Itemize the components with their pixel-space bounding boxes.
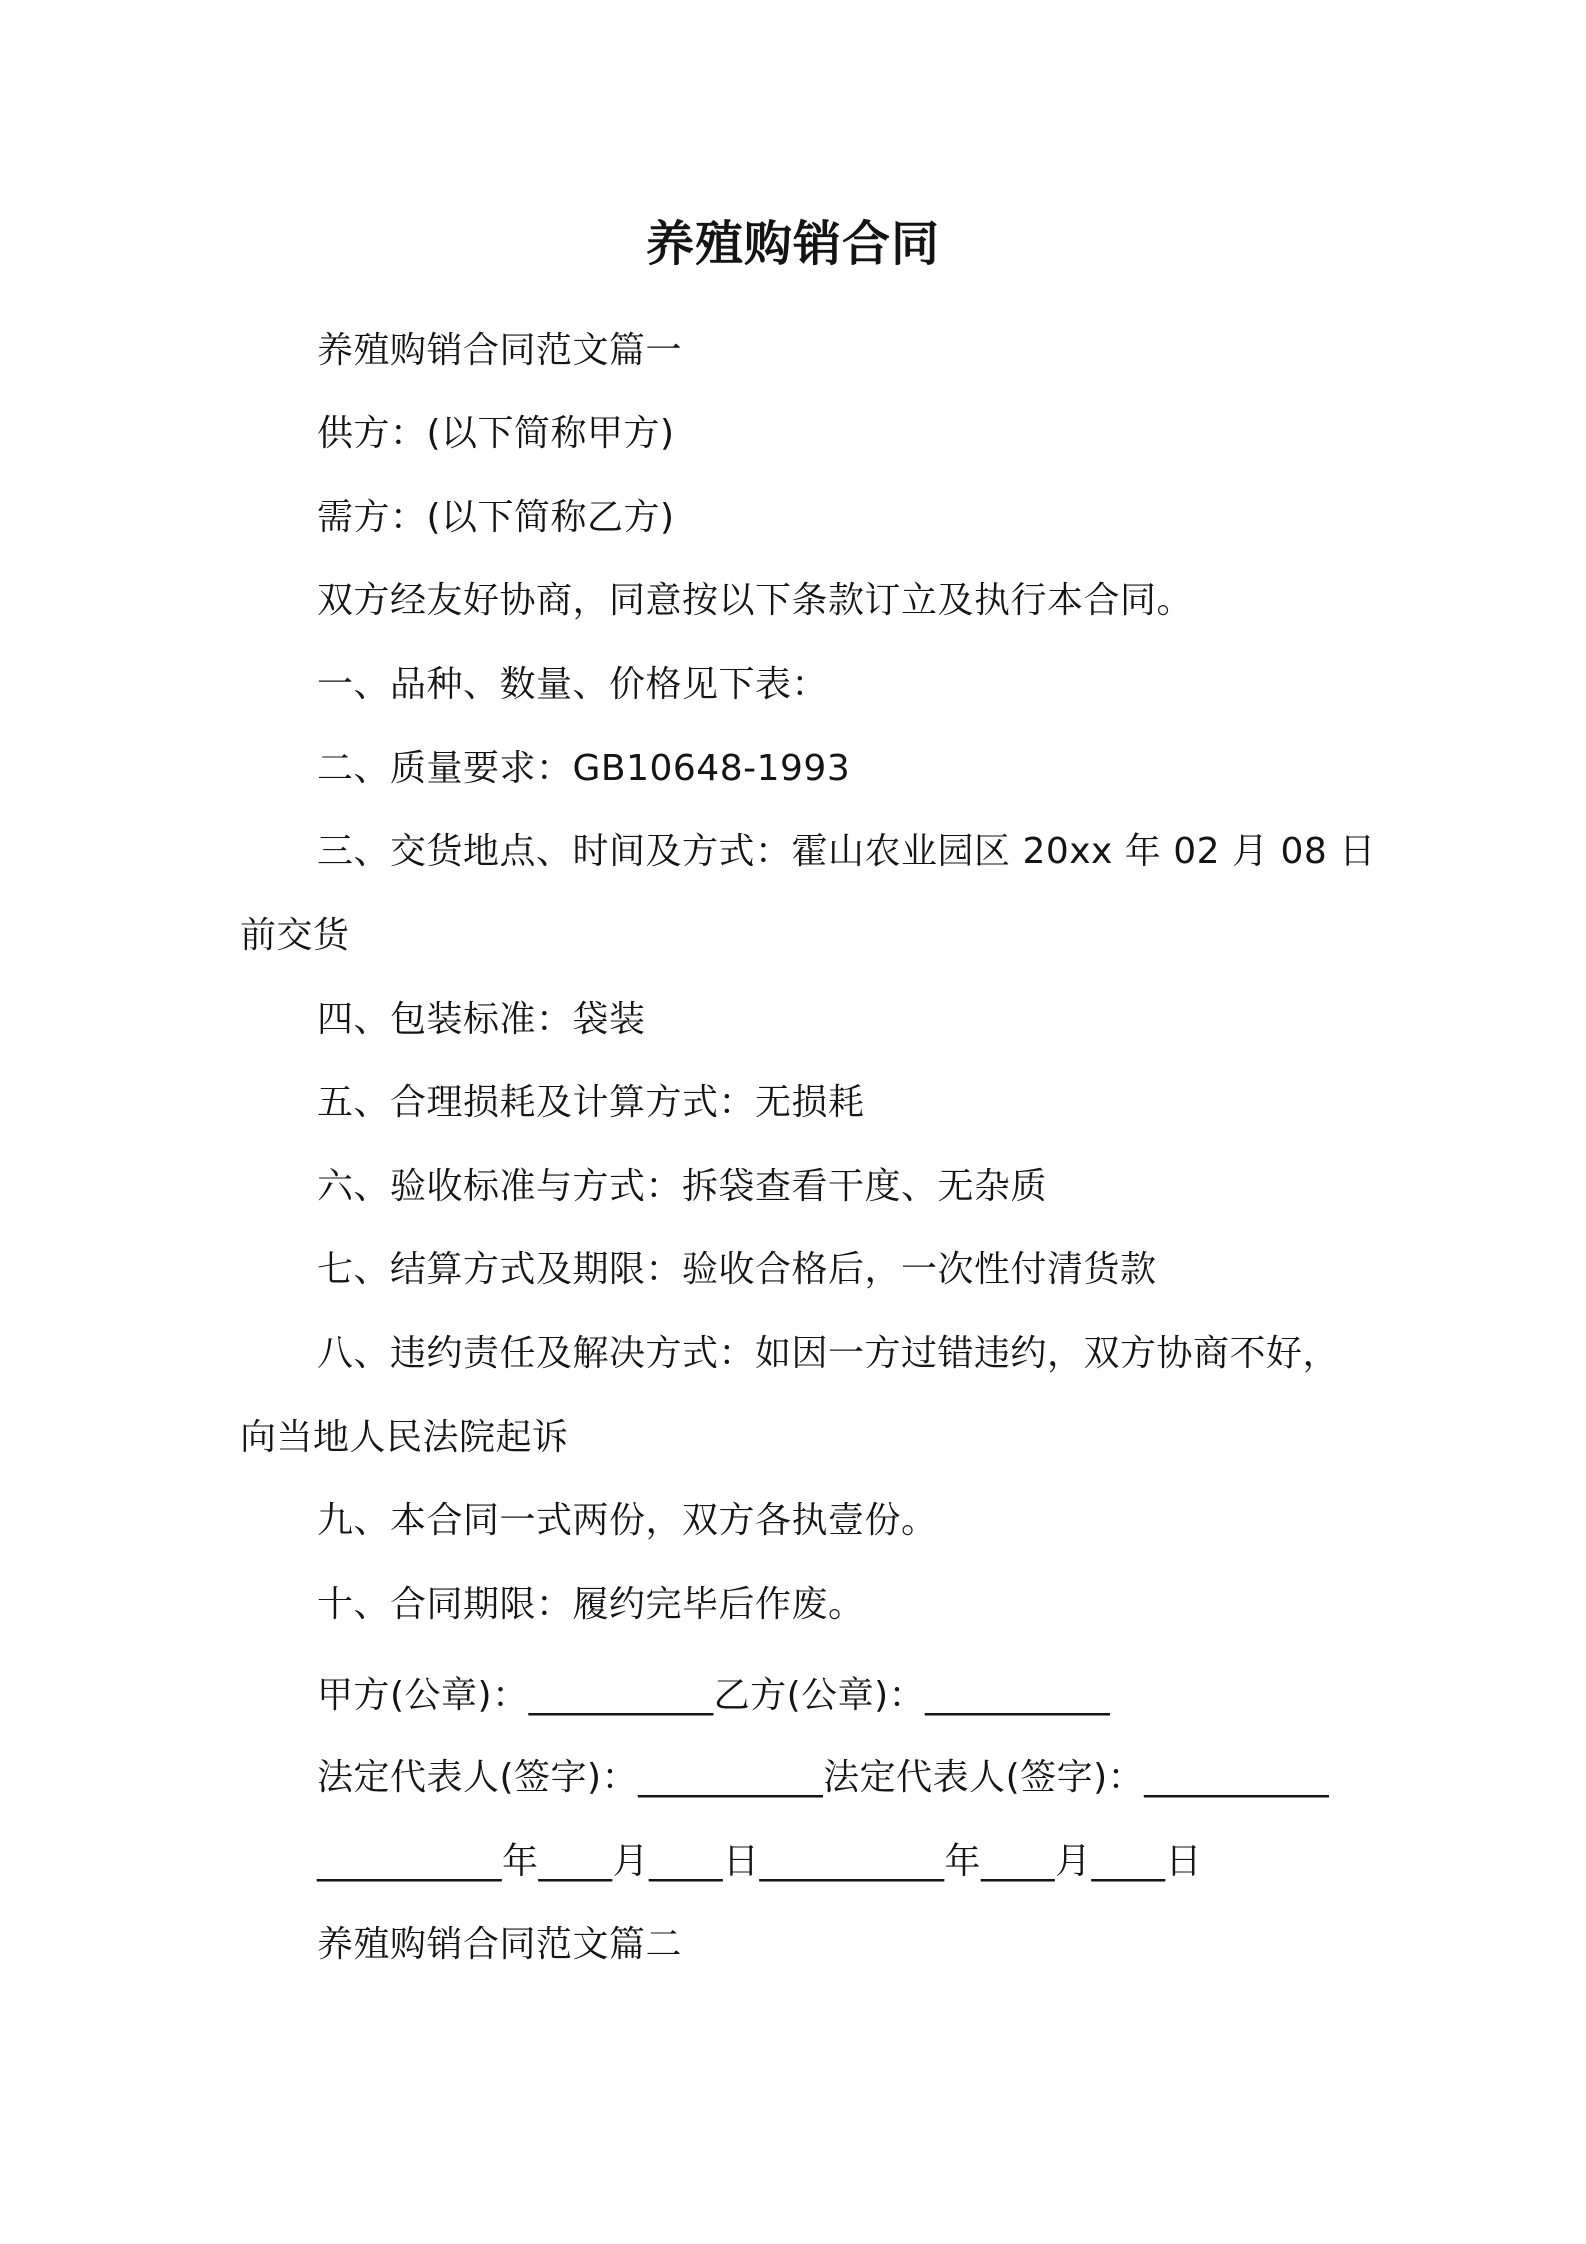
clause-9: 九、本合同一式两份，双方各执壹份。 — [317, 1500, 938, 1541]
document-title: 养殖购销合同 — [645, 216, 940, 272]
clause-10: 十、合同期限：履约完毕后作废。 — [317, 1584, 865, 1625]
section-two-heading: 养殖购销合同范文篇二 — [317, 1924, 683, 1965]
signature-seals-line: 甲方(公章)：__________乙方(公章)：__________ — [317, 1675, 1111, 1716]
clause-8-line-1: 八、违约责任及解决方式：如因一方过错违约，双方协商不好， — [317, 1333, 1340, 1374]
clause-2: 二、质量要求：GB10648-1993 — [317, 748, 851, 789]
clause-1: 一、品种、数量、价格见下表： — [317, 664, 829, 705]
clause-6: 六、验收标准与方式：拆袋查看干度、无杂质 — [317, 1166, 1048, 1207]
section-one-heading: 养殖购销合同范文篇一 — [317, 330, 683, 371]
clause-4: 四、包装标准：袋装 — [317, 999, 646, 1040]
buyer-line: 需方：(以下简称乙方) — [317, 497, 675, 538]
clause-3-line-1: 三、交货地点、时间及方式：霍山农业园区 20xx 年 02 月 08 日 — [317, 831, 1376, 872]
clause-7: 七、结算方式及期限：验收合格后，一次性付清货款 — [317, 1249, 1157, 1290]
signature-dates-line: __________年____月____日__________年____月____日 — [317, 1841, 1202, 1882]
clause-8-line-2: 向当地人民法院起诉 — [240, 1417, 569, 1458]
clause-5: 五、合理损耗及计算方式：无损耗 — [317, 1082, 865, 1123]
preamble-line: 双方经友好协商，同意按以下条款订立及执行本合同。 — [317, 580, 1194, 621]
supplier-line: 供方：(以下简称甲方) — [317, 413, 675, 454]
clause-3-line-2: 前交货 — [240, 915, 350, 956]
signature-representatives-line: 法定代表人(签字)：__________法定代表人(签字)：__________ — [317, 1757, 1330, 1798]
